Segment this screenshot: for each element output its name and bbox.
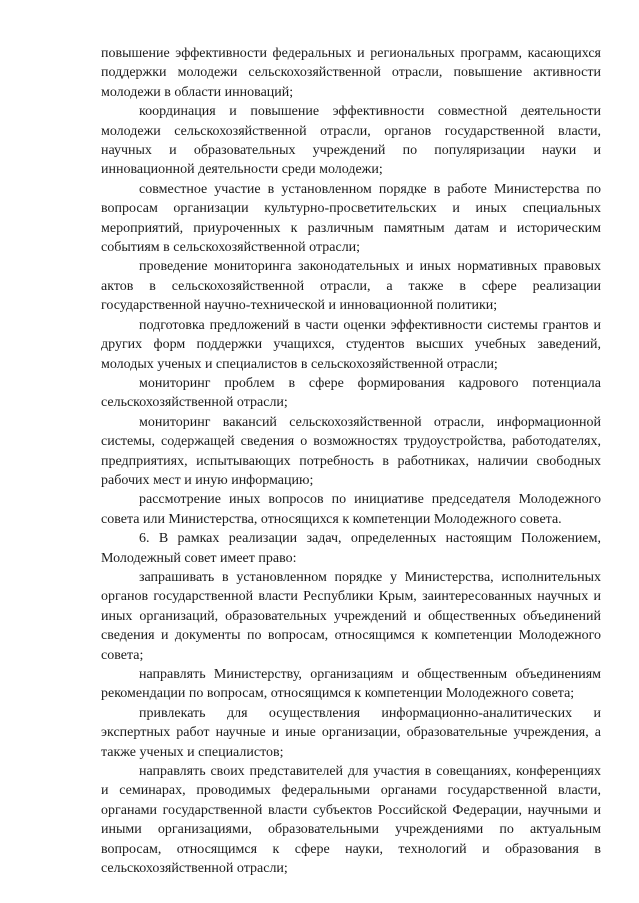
paragraph-8: рассмотрение иных вопросов по инициативе председателя Молодежного совета или Министерства, относящихся к компетенции Молодежного совета. [101, 492, 601, 527]
paragraph-13: направлять своих представителей для участия в совещаниях, конференциях и семинарах, проводимых федеральными органами государственной власти, органами государственной власти субъектов Российской Федерации, научными и иными организациями, образовательными учреждениями по актуальным вопросам, относящимся к сфере науки, технологий и образования в сельскохозяйственной отрасли; [101, 764, 601, 877]
paragraph-12: привлекать для осуществления информационно-аналитических и экспертных работ научные и иные организации, образовательные учреждения, а также ученых и специалистов; [101, 705, 601, 760]
paragraph-2: координация и повышение эффективности совместной деятельности молодежи сельскохозяйственной отрасли, органов государственной власти, научных и образовательных учреждений по популяризации науки и инновационной деятельности среди молодежи; [101, 104, 601, 178]
document-text [101, 44, 601, 878]
paragraph-4: проведение мониторинга законодательных и иных нормативных правовых актов в сельскохозяйственной отрасли, а также в сфере реализации государственной научно-технической и инновационной политики; [101, 259, 601, 314]
paragraph-6: мониторинг проблем в сфере формирования кадрового потенциала сельскохозяйственной отрасли; [101, 375, 601, 411]
paragraph-11: направлять Министерству, организациям и общественным объединениям рекомендации по вопросам, относящимся к компетенции Молодежного совета; [101, 667, 601, 702]
paragraph-1: повышение эффективности федеральных и региональных программ, касающихся поддержки молодежи сельскохозяйственной отрасли, повышение активности молодежи в области инноваций; [101, 46, 601, 100]
paragraph-7: мониторинг вакансий сельскохозяйственной отрасли, информационной системы, содержащей сведения о возможностях трудоустройства, работодателях, предприятиях, испытывающих потребность в работниках, наличии свободных рабочих мест и иную информацию; [101, 414, 601, 488]
paragraph-5: подготовка предложений в части оценки эффективности системы грантов и других форм поддержки учащихся, студентов высших учебных заведений, молодых ученых и специалистов в сельскохозяйственной отрасли; [101, 317, 601, 372]
paragraph-10: запрашивать в установленном порядке у Министерства, исполнительных органов государственной власти Республики Крым, заинтересованных научных и иных организаций, образовательных учреждений и общественных объединений сведения и документы по вопросам, относящимся к компетенции Молодежного совета; [101, 569, 601, 663]
section-6-heading: 6. В рамках реализации задач, определенных настоящим Положением, Молодежный совет имеет право: [101, 531, 601, 566]
paragraph-3: совместное участие в установленном порядке в работе Министерства по вопросам организации культурно-просветительских и иных специальных мероприятий, приуроченных к различным памятным датам и историческим событиям в сельскохозяйственной отрасли; [101, 181, 601, 256]
